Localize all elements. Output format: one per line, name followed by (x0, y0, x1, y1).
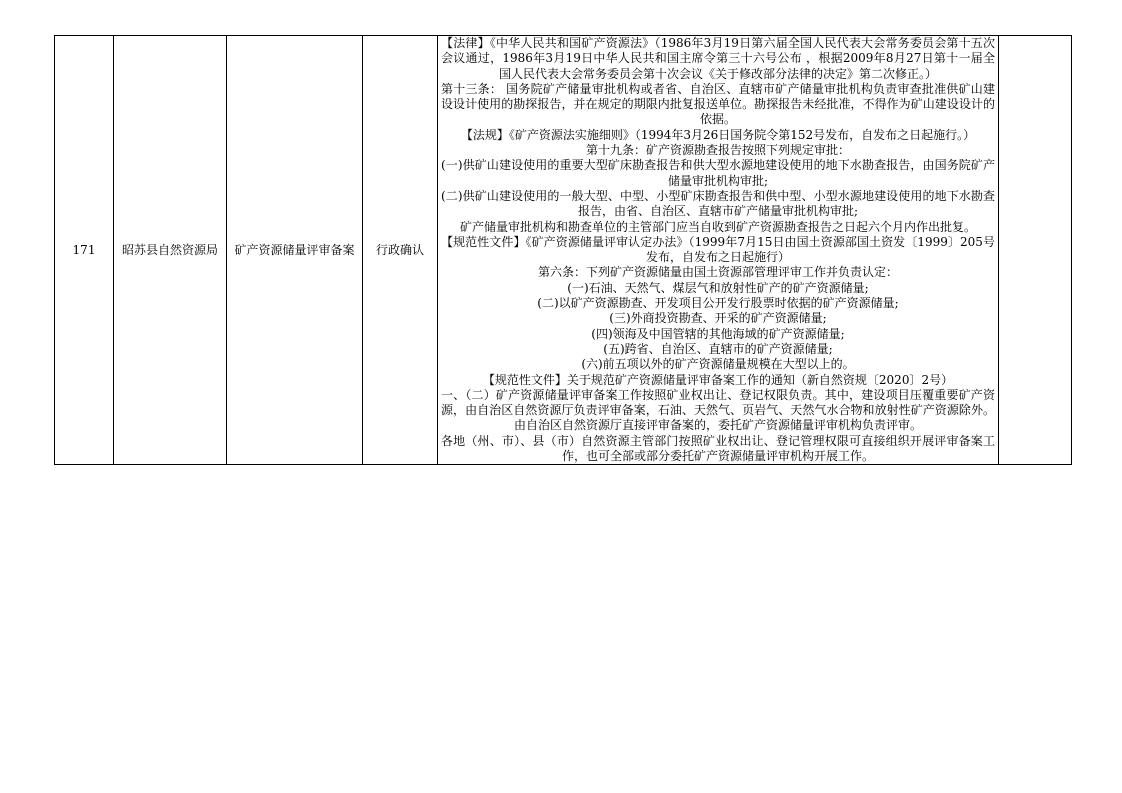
basis-line-normative-doc-2: 【规范性文件】关于规范矿产资源储量评审备案工作的通知（新自然资规〔2020〕2号） (482, 372, 954, 387)
legal-basis-cell (438, 36, 999, 465)
basis-line-article-19-item-1: (一)供矿山建设使用的重要大型矿床勘查报告和供大型水源地建设使用的地下水勘查报告，由国务院矿产储量审批机构审批; (441, 158, 995, 188)
basis-line-regulation-title: 【法规】《矿产资源法实施细则》（1994年3月26日国务院令第152号发布，自发布之日起施行。） (460, 127, 976, 142)
basis-line-article-6-item-6: (六)前五项以外的矿产资源储量规模在大型以上的。 (581, 357, 855, 372)
basis-line-normative-doc-1: 【规范性文件】《矿产资源储量评审认定办法》（1999年7月15日由国土资源部国土资发〔1999〕205号发布，自发布之日起施行） (441, 234, 995, 265)
item-type-cell: 行政确认 (363, 36, 438, 465)
approval-items-table (54, 35, 1072, 465)
basis-line-article-19-item-2: (二)供矿山建设使用的一般大型、中型、小型矿床勘查报告和供中型、小型水源地建设使用的地下水勘查报告，由省、自治区、直辖市矿产储量审批机构审批; (441, 188, 995, 219)
basis-line-article-6-item-2: (二)以矿产资源勘查、开发项目公开发行股票时依据的矿产资源储量; (537, 296, 899, 311)
basis-line-article-19: 第十九条：矿产资源勘查报告按照下列规定审批： (585, 143, 850, 158)
basis-line-article-6-item-3: (三)外商投资勘查、开采的矿产资源储量; (609, 311, 827, 326)
basis-line-article-13: 第十三条： 国务院矿产储量审批机构或者省、自治区、直辖市矿产储量审批机构负责审查批准供矿山建设设计使用的勘探报告，并在规定的期限内批复报送单位。勘探报告未经批准，不得作为矿山建设设计的依据。 (441, 81, 995, 127)
item-name-cell: 矿产资源储量评审备案 (227, 36, 363, 465)
basis-line-article-19-reply: 矿产储量审批机构和勘查单位的主管部门应当自收到矿产资源勘查报告之日起六个月内作出批复。 (459, 219, 976, 234)
basis-line-article-6-item-4: (四)领海及中国管辖的其他海域的矿产资源储量; (591, 326, 845, 341)
department-cell: 昭苏县自然资源局 (114, 36, 227, 465)
basis-line-law-title: 【法律】《中华人民共和国矿产资源法》（1986年3月19日第六届全国人民代表大会常务委员会第十五次会议通过，1986年3月19日中华人民共和国主席令第三十六号公布 ，根据2009年8月27日第十一届全国人民代表大会常务委员会第十次会议《关于修改部分法律的决定》第二次修正。） (441, 36, 995, 81)
basis-line-article-6-item-5: (五)跨省、自治区、直辖市的矿产资源储量; (603, 341, 833, 356)
basis-line-article-6-item-1: (一)石油、天然气、煤层气和放射性矿产的矿产资源储量; (567, 280, 869, 295)
basis-line-article-6: 第六条：下列矿产资源储量由国土资源部管理评审工作并负责认定： (537, 265, 898, 280)
remarks-cell (999, 36, 1072, 465)
basis-line-notice-local: 各地（州、市）、县（市）自然资源主管部门按照矿业权出让、登记管理权限可直接组织开展评审备案工作，也可全部或部分委托矿产资源储量评审机构开展工作。 (441, 433, 995, 464)
basis-line-notice-clause: 一、（二）矿产资源储量评审备案工作按照矿业权出让、登记权限负责。其中，建设项目压覆重要矿产资源，由自治区自然资源厅负责评审备案，石油、天然气、页岩气、天然气水合物和放射性矿产资源除外。由自治区自然资源厅直接评审备案的，委托矿产资源储量评审机构负责评审。 (441, 387, 995, 433)
item-number-cell: 171 (55, 36, 114, 465)
table-row (55, 36, 1072, 465)
